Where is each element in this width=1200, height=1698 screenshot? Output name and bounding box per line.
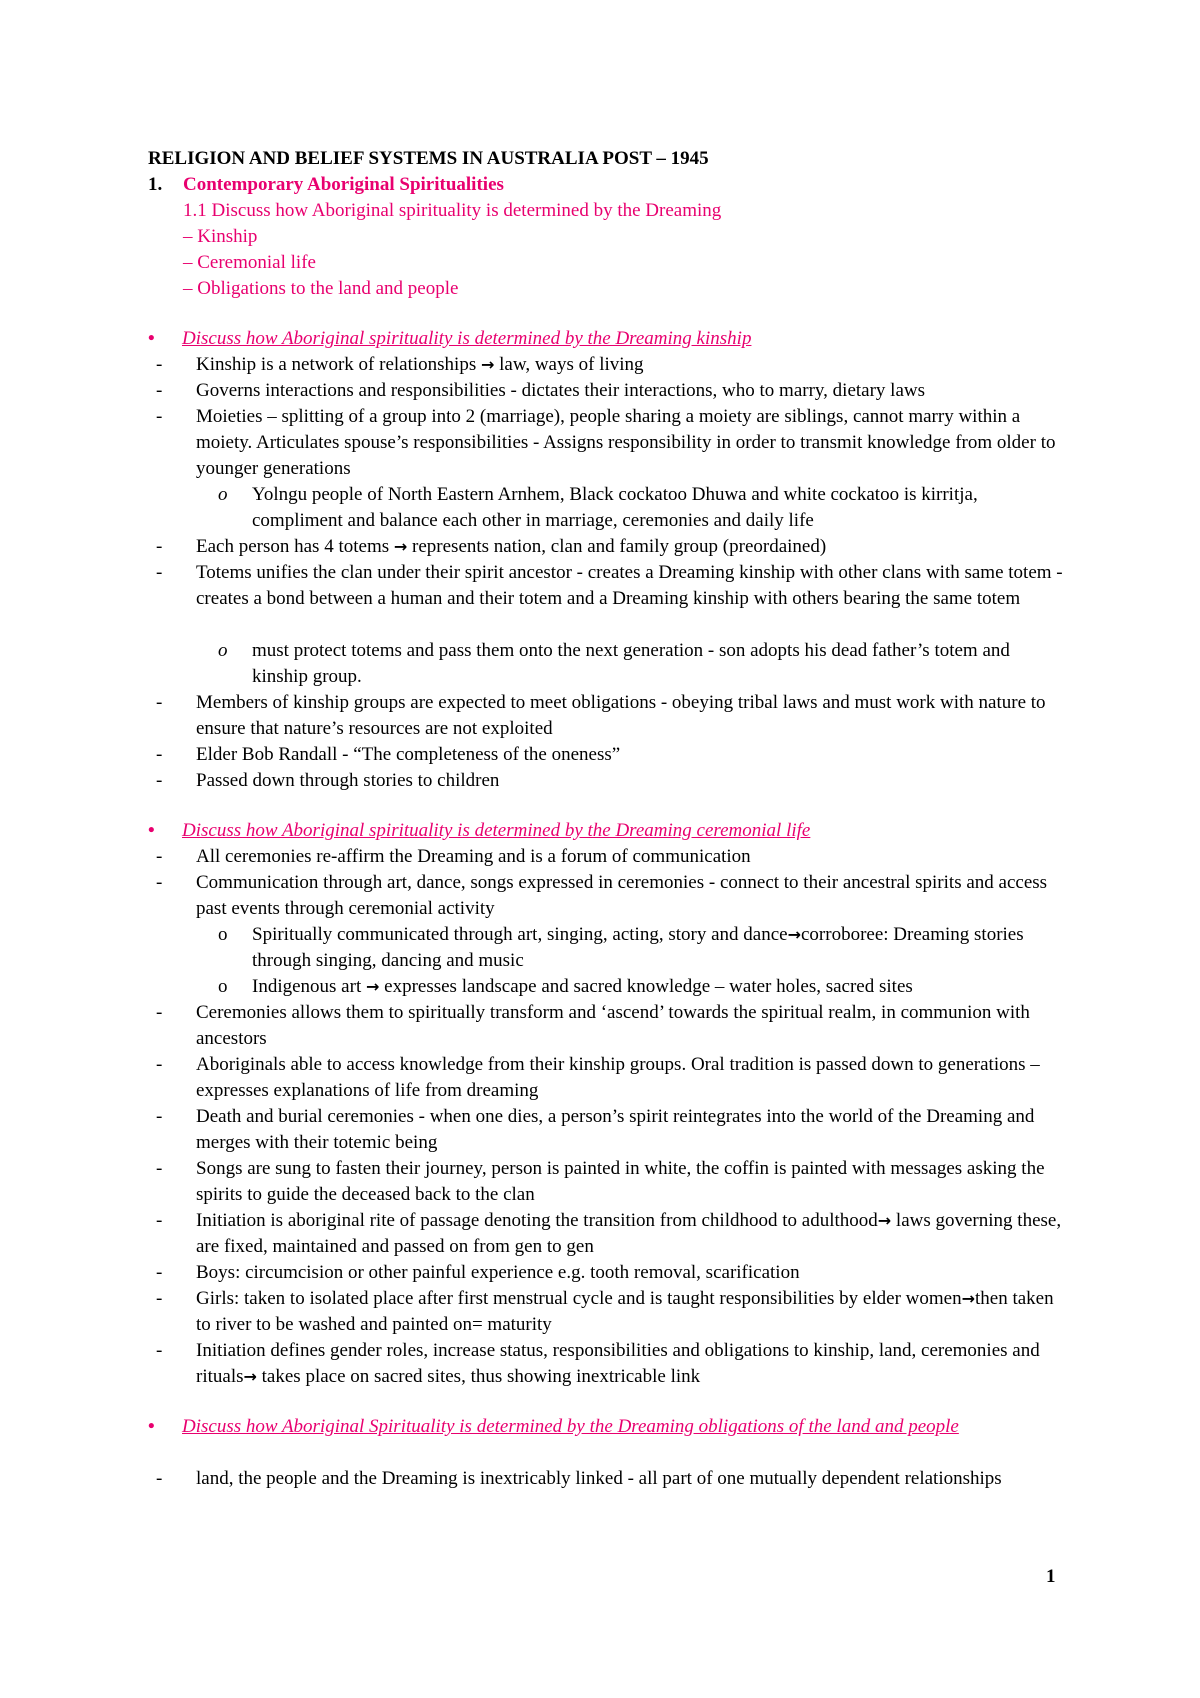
arrow-right-icon: → [480,355,495,374]
corroboree-text: Spiritually communicated through art, singing, acting, story and dance→corroboree: Dreaming stories through singing, dancing and music [252,924,1024,971]
arrow-right-icon: → [243,1367,257,1386]
subheading: 1.1 Discuss how Aboriginal spirituality is determined by the Dreaming [183,200,722,221]
section-heading-text: Discuss how Aboriginal Spirituality is determined by the Dreaming obligations of the land and people [182,1416,959,1437]
subtopic-obligations: – Obligations to the land and people [183,278,459,299]
arrow-right-icon: → [365,977,380,996]
gender-roles-text: Initiation defines gender roles, increase status, responsibilities and obligations to kinship, land, ceremonies and rituals→ takes place on sacred sites, thus showing inextricable link [196,1340,1040,1387]
section-heading: Contemporary Aboriginal Spiritualities [183,174,504,195]
arrow-right-icon: → [393,537,408,556]
girls-text: Girls: taken to isolated place after first menstrual cycle and is taught responsibilities by elder women→then taken to river to be washed and painted on= maturity [196,1288,1054,1335]
arrow-right-icon: → [877,1211,892,1230]
heading-number: 1. [148,174,163,195]
kinship-network-text: Kinship is a network of relationships → law, ways of living [196,354,644,375]
bullet-icon: • [148,328,155,349]
initiation-text: Initiation is aboriginal rite of passage denoting the transition from childhood to adulthood→ laws governing these, are fixed, maintained and passed on from gen to gen [196,1210,1062,1257]
indigenous-art-text: Indigenous art → expresses landscape and sacred knowledge – water holes, sacred sites [252,976,913,997]
subtopic-ceremonial-life: – Ceremonial life [183,252,316,273]
arrow-right-icon: → [787,925,801,944]
arrow-right-icon: → [961,1289,975,1308]
document-title: RELIGION AND BELIEF SYSTEMS IN AUSTRALIA POST – 1945 [148,148,709,169]
bullet-icon: • [148,820,155,841]
bullet-icon: • [148,1416,155,1437]
page-number: 1 [1046,1566,1056,1587]
document-page: RELIGION AND BELIEF SYSTEMS IN AUSTRALIA POST – 1945 1. Contemporary Aboriginal Spiritualities 1.1 Discuss how Aboriginal spirituality is determined by the Dreaming – Kinship – Ceremonial life – Obligations to the land and people • Discuss how Aboriginal spirituality is determined by the Dreaming kinship - Kinship is a network of relationships → law, ways of living - Governs interactions and responsibilities - dictates their interactions, who to marry, dietary laws - Moieties – splitting of a group into 2 (marriage), people sharing a moiety are siblings, cannot marry within a moiety. Articulates spouse’s responsibilities - Assigns responsibility in order to transmit knowledge from older to younger generations o Yolngu people of North Eastern Arnhem, Black cockatoo Dhuwa and white cockatoo is kirritja, compliment and balance each other in marriage, ceremonies and daily life - Each person has 4 totems → represents nation, clan and family group (preordained) - Totems unifies the clan under their spirit ancestor - creates a Dreaming kinship with other clans with same totem - creates a bond between a human and their totem and a Dreaming kinship with others bearing the same totem o must protect totems and pass them onto the next generation - son adopts his dead father’s totem and kinship group. - Members of kinship groups are expected to meet obligations - obeying tribal laws and must work with nature to ensure that nature’s resources are not exploited - Elder Bob Randall - “The completeness of the oneness” - Passed down through stories to children • Discuss how Aboriginal spirituality is determined by the Dreaming ceremonial life - All ceremonies re-affirm the Dreaming and is a forum of communication - Communication through art, dance, songs expressed in ceremonies - connect to their ancestral spirits and access past events through ceremonial activity o Spiritually communicated through art, singing, acting, story and dance→corroboree: Dreaming stories through singing, dancing and music o Indigenous art → expresses landscape and sacred knowledge – water holes, sacred sites - Ceremonies allows them to spiritually transform and ‘ascend’ towards the spiritual realm, in communion with ancestors - Aboriginals able to access knowledge from their kinship groups. Oral tradition is passed down to generations – expresses explanations of life from dreaming - Death and burial ceremonies - when one dies, a person’s spirit reintegrates into the world of the Dreaming and merges with their totemic being - Songs are sung to fasten their journey, person is painted in white, the coffin is painted with messages asking the spirits to guide the deceased back to the clan - Initiation is aboriginal rite of passage denoting the transition from childhood to adulthood→ laws governing these, are fixed, maintained and passed on from gen to gen - Boys: circumcision or other painful experience e.g. tooth removal, scarification - Girls: taken to isolated place after first menstrual cycle and is taught responsibilities by elder women→then taken to river to be washed and painted on= maturity - Initiation defines gender roles, increase status, responsibilities and obligations to kinship, land, ceremonies and rituals→ takes place on sacred sites, thus showing inextricable link • Discuss how Aboriginal Spirituality is determined by the Dreaming obligations of the land and people - land, the people and the Dreaming is inextricably linked - all part of one mutually dependent relationships 1 [0,0,1200,1698]
section-heading-text: Discuss how Aboriginal spirituality is determined by the Dreaming ceremonial life [182,820,811,841]
totems-text: Each person has 4 totems → represents nation, clan and family group (preordained) [196,536,827,557]
section-heading-text: Discuss how Aboriginal spirituality is determined by the Dreaming kinship [182,328,752,349]
subtopic-kinship: – Kinship [183,226,258,247]
